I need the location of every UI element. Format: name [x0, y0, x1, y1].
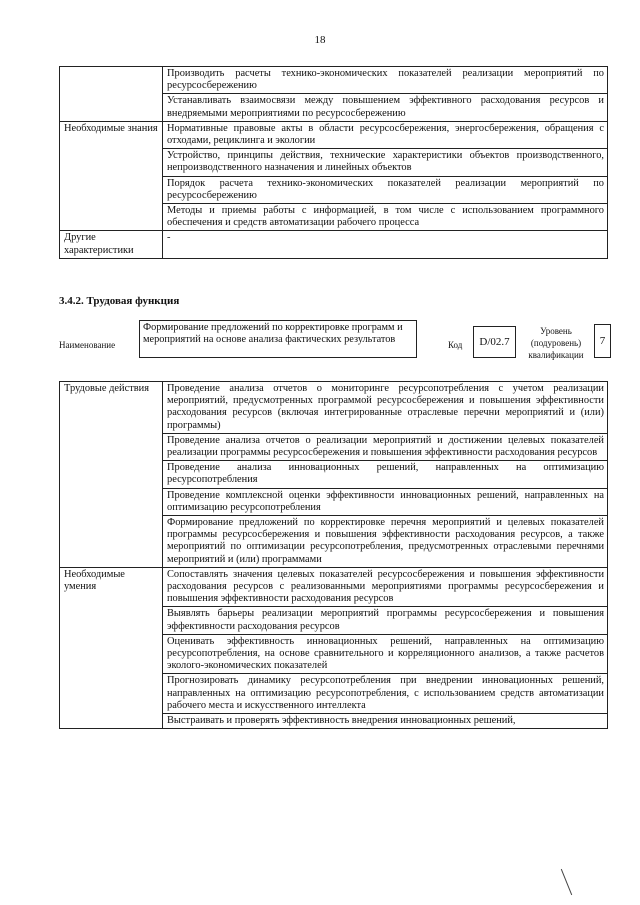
row-label	[60, 67, 163, 122]
row-cell: Устанавливать взаимосвязи между повышением эффективного расходования ресурсов и внедряемыми мероприятиями по ресурсосбережению	[163, 94, 608, 121]
row-cell: Проведение комплексной оценки эффективности инновационных решений, направленных на оптимизацию ресурсопотребления	[163, 488, 608, 515]
row-cell: Проведение анализа отчетов о мониторинге ресурсопотребления с учетом реализации мероприятий, предусмотренных программой ресурсосбережения и повышения эффективности расходования ресурсов (включая интегрированные отраслевые перечни мероприятий и (или) программы)	[163, 382, 608, 434]
row-cell: -	[163, 231, 608, 258]
row-cell: Нормативные правовые акты в области ресурсосбережения, энергосбережения, обращения с отходами, рециклинга и экологии	[163, 121, 608, 148]
code-value: D/02.7	[473, 326, 516, 358]
table-row	[60, 67, 608, 94]
row-label: Другие характеристики	[60, 231, 163, 258]
code-label: Код	[448, 340, 463, 350]
function-name: Формирование предложений по корректировке программ и мероприятий на основе анализа фактических результатов	[139, 320, 417, 358]
level-value: 7	[594, 324, 611, 358]
table-row	[60, 121, 608, 148]
row-cell: Выявлять барьеры реализации мероприятий программы ресурсосбережения и повышения эффективности расходования ресурсов	[163, 607, 608, 634]
section-heading: 3.4.2. Трудовая функция	[59, 295, 180, 307]
table-row	[60, 382, 608, 434]
row-cell: Производить расчеты технико-экономических показателей реализации мероприятий по ресурсосбережению	[163, 67, 608, 94]
row-cell: Формирование предложений по корректировке перечня мероприятий и целевых показателей программы ресурсосбережения и повышения эффективности расходования ресурсов, а также мероприятий по оптимизации ресурсопотребления, предусмотренных отраслевыми перечнями мероприятий и (или) программами	[163, 516, 608, 568]
labor-function-table	[59, 381, 608, 729]
row-label: Необходимые знания	[60, 121, 163, 231]
row-label: Трудовые действия	[60, 382, 163, 568]
row-cell: Прогнозировать динамику ресурсопотребления при внедрении инновационных решений, направленных на оптимизацию ресурсопотребления, с использованием средств автоматизации рабочего места и искусственного интеллекта	[163, 674, 608, 714]
row-cell: Методы и приемы работы с информацией, в том числе с использованием программного обеспечения и средств автоматизации рабочего процесса	[163, 204, 608, 231]
function-name-label: Наименование	[59, 340, 116, 350]
row-cell: Выстраивать и проверять эффективность внедрения инновационных решений,	[163, 714, 608, 729]
table-row	[60, 567, 608, 607]
pen-stroke-mark	[561, 869, 572, 895]
knowledge-table	[59, 66, 608, 259]
row-cell: Оценивать эффективность инновационных решений, направленных на оптимизацию ресурсопотребления, на основе сравнительного и корреляционного анализов, а также расчетов эколого-экономических показателей	[163, 634, 608, 674]
level-label: Уровень (подуровень) квалификации	[528, 326, 584, 360]
table-row	[60, 231, 608, 258]
row-cell: Устройство, принципы действия, технические характеристики объектов производственного, непроизводственного назначения и линейных объектов	[163, 149, 608, 176]
row-cell: Порядок расчета технико-экономических показателей реализации мероприятий по ресурсосбережению	[163, 176, 608, 203]
row-cell: Проведение анализа отчетов о реализации мероприятий и достижении целевых показателей реализации программы ресурсосбережения и повышения эффективности расходования ресурсов	[163, 433, 608, 460]
function-header	[59, 320, 612, 362]
row-label: Необходимые умения	[60, 567, 163, 728]
page-number: 18	[314, 34, 326, 46]
row-cell: Проведение анализа инновационных решений, направленных на оптимизацию ресурсопотребления	[163, 461, 608, 488]
row-cell: Сопоставлять значения целевых показателей ресурсосбережения и повышения эффективности расходования ресурсов с реализованными мероприятиями программы ресурсосбережения и повышения эффективности расходования ресурсов	[163, 567, 608, 607]
